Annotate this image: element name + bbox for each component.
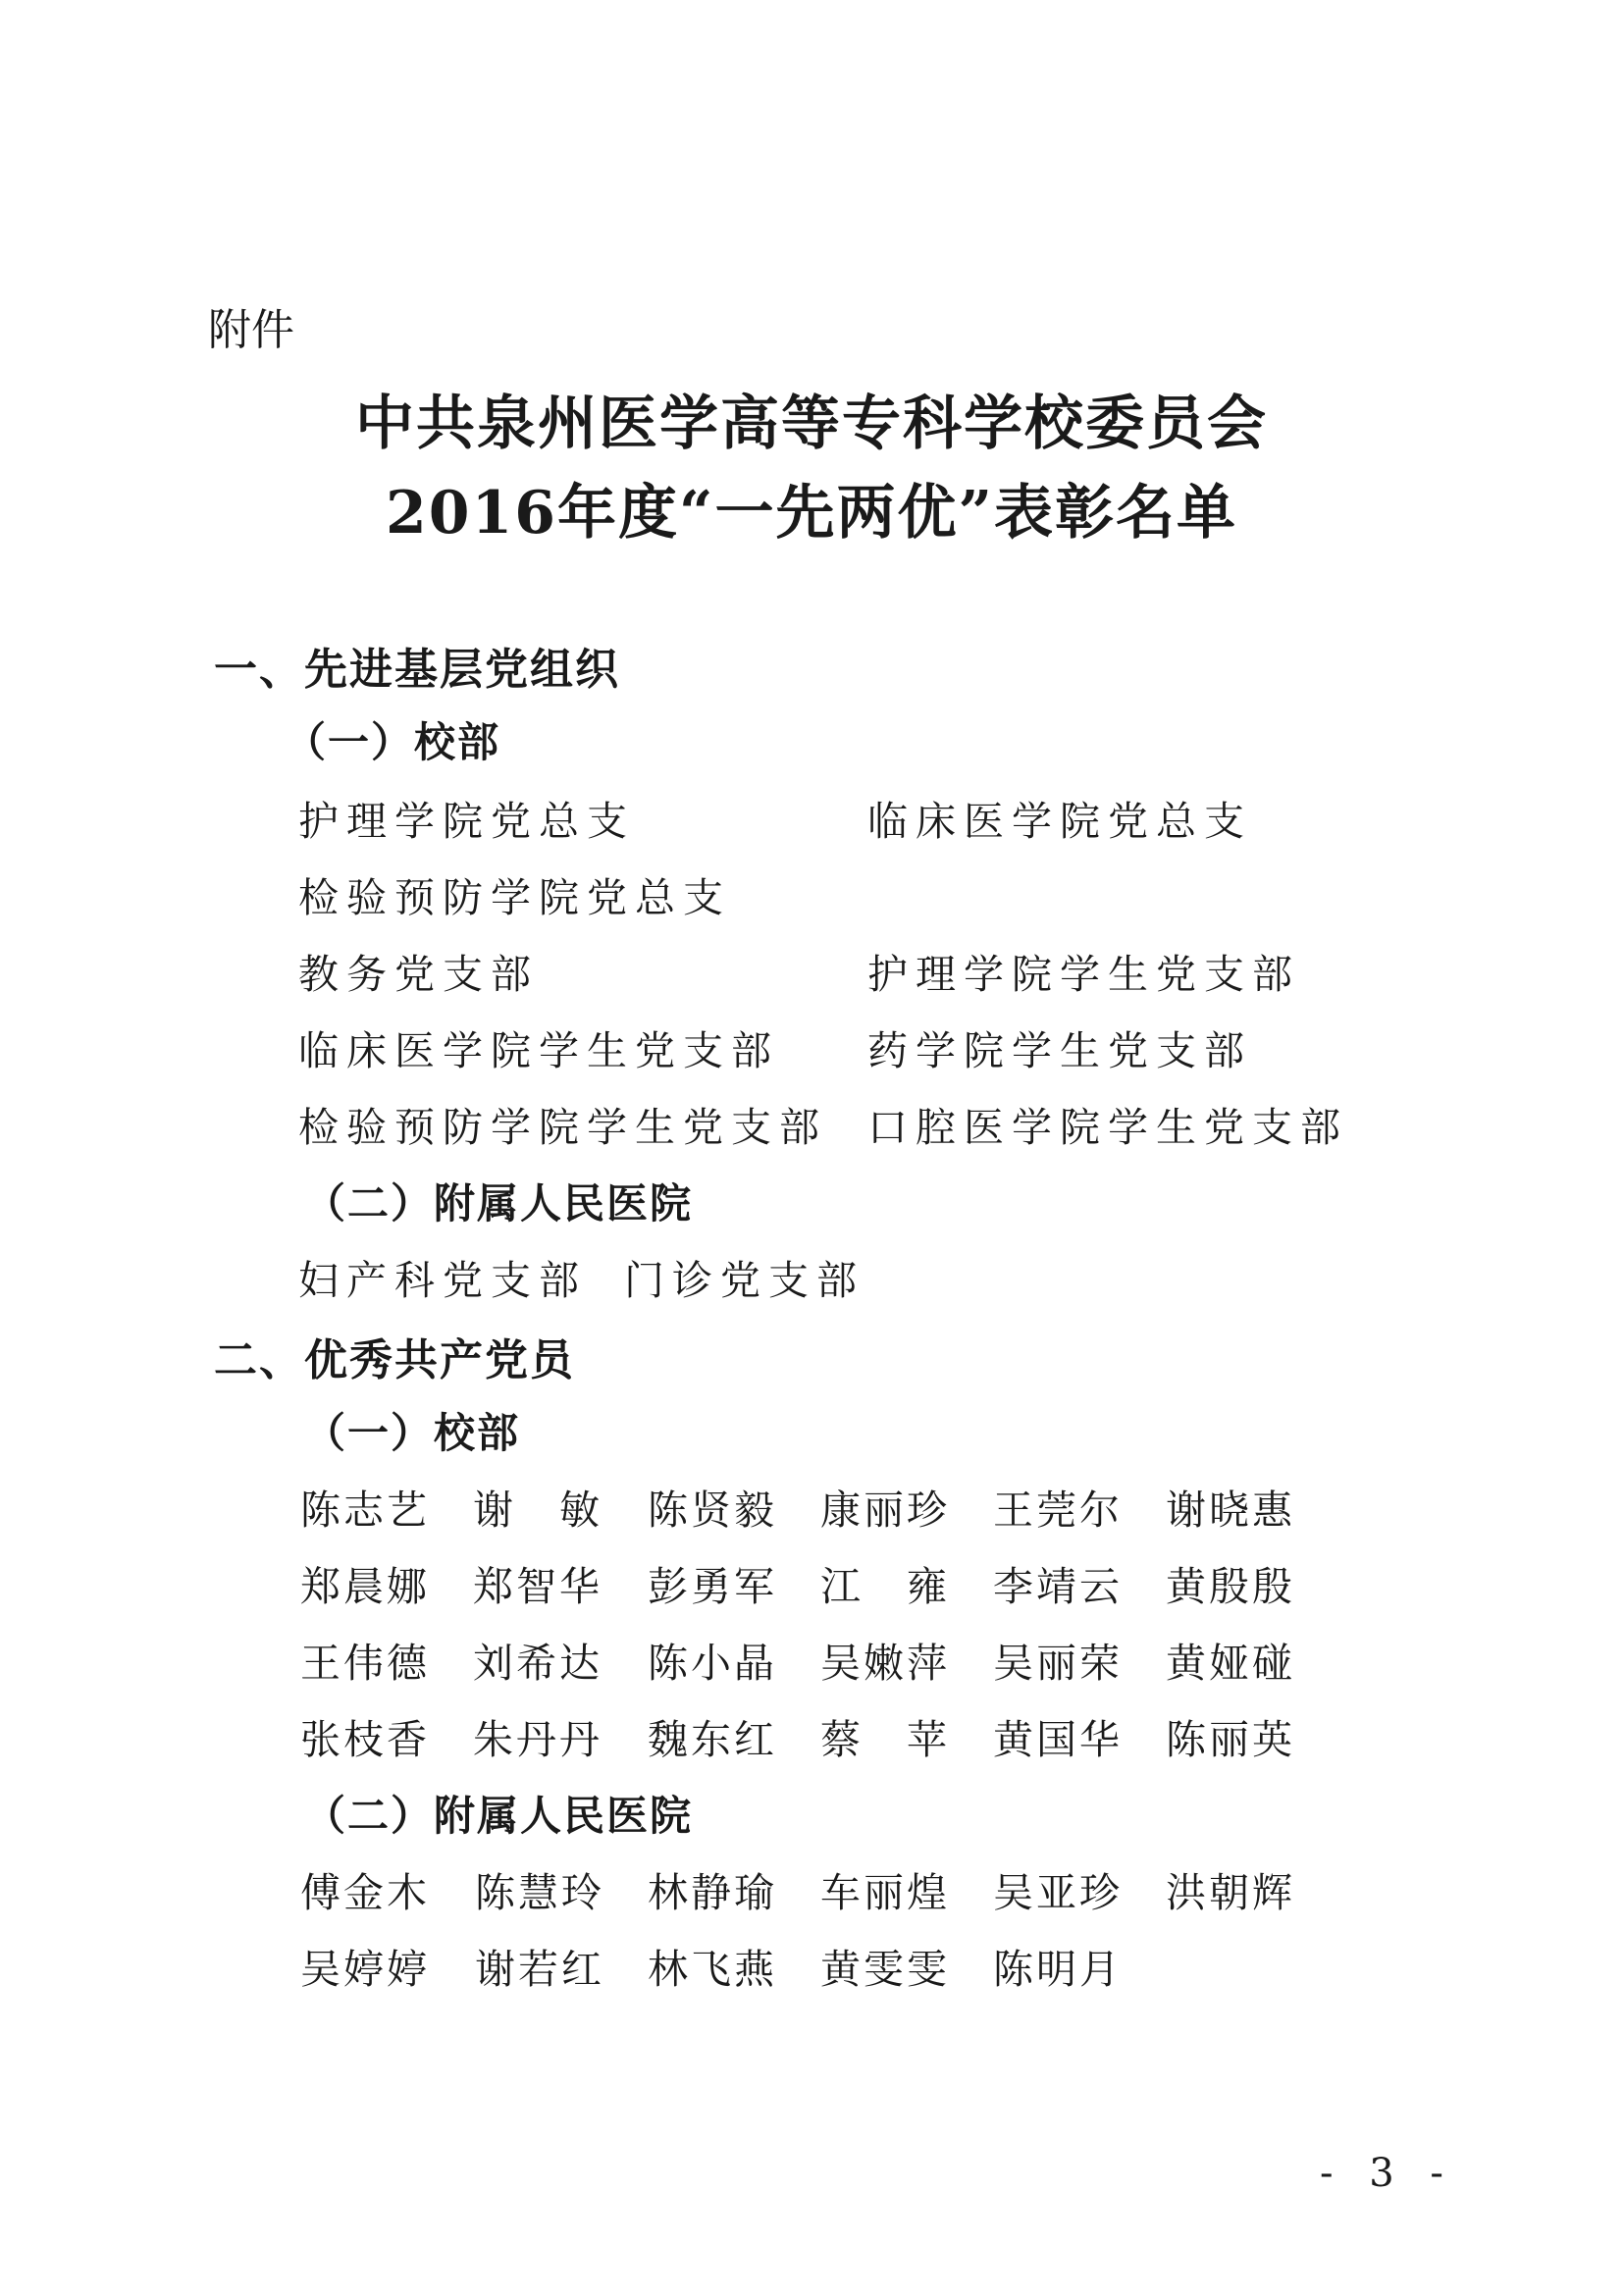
member-name: 谢晓惠 [1166,1487,1295,1534]
org-item: 门诊党支部 [624,1257,864,1304]
section1-heading: 一、先进基层党组织 [214,645,620,695]
member-name: 吴婷婷 [300,1946,430,1993]
member-name: 陈贤毅 [648,1487,777,1534]
section1-sub1-heading: （一）校部 [285,718,501,766]
member-name: 洪朝辉 [1166,1869,1295,1916]
attachment-label: 附件 [208,305,294,355]
member-name: 朱丹丹 [473,1716,602,1763]
member-name: 王莞尔 [993,1487,1123,1534]
org-item: 妇产科党支部 [298,1257,587,1304]
member-name: 吴丽荣 [993,1640,1123,1687]
member-name: 李靖云 [993,1563,1123,1610]
org-item: 临床医学院党总支 [867,798,1252,845]
member-name: 郑智华 [473,1563,602,1610]
org-item: 检验预防学院学生党支部 [298,1104,827,1151]
org-item: 护理学院学生党支部 [867,951,1300,998]
org-item: 口腔医学院学生党支部 [867,1104,1348,1151]
member-name: 康丽珍 [820,1487,950,1534]
member-name: 黄雯雯 [820,1946,950,1993]
member-name: 谢若红 [475,1946,604,1993]
section1-sub2-heading: （二）附属人民医院 [304,1179,694,1227]
section2-sub1-heading: （一）校部 [304,1409,521,1457]
org-item: 药学院学生党支部 [867,1027,1252,1074]
member-name: 吴亚珍 [993,1869,1123,1916]
section2-sub2-heading: （二）附属人民医院 [304,1792,694,1840]
org-item: 护理学院党总支 [298,798,635,845]
member-name: 林静瑜 [648,1869,777,1916]
member-name: 陈明月 [993,1946,1123,1993]
member-name: 陈丽英 [1166,1716,1295,1763]
member-name: 刘希达 [473,1640,602,1687]
member-name: 彭勇军 [648,1563,777,1610]
member-name: 车丽煌 [820,1869,950,1916]
member-name: 吴嫩萍 [820,1640,950,1687]
member-name: 魏东红 [648,1716,777,1763]
member-name: 江 雍 [820,1563,950,1610]
member-name: 林飞燕 [648,1946,777,1993]
org-item: 检验预防学院党总支 [298,874,731,921]
member-name: 傅金木 [300,1869,430,1916]
org-item: 教务党支部 [298,951,539,998]
member-name: 张枝香 [300,1716,430,1763]
member-name: 黄国华 [993,1716,1123,1763]
member-name: 黄殷殷 [1166,1563,1295,1610]
member-name: 谢 敏 [473,1487,602,1534]
org-item: 临床医学院学生党支部 [298,1027,779,1074]
member-name: 陈小晶 [648,1640,777,1687]
member-name: 黄娅碰 [1166,1640,1295,1687]
document-title-line1: 中共泉州医学高等专科学校委员会 [355,390,1268,458]
document-title-line2: 2016年度“一先两优”表彰名单 [385,479,1237,548]
member-name: 陈慧玲 [475,1869,604,1916]
member-name: 蔡 苹 [820,1716,950,1763]
page-number: - 3 - [1320,2151,1455,2196]
section2-heading: 二、优秀共产党员 [214,1335,575,1385]
member-name: 陈志艺 [300,1487,430,1534]
member-name: 王伟德 [300,1640,430,1687]
member-name: 郑晨娜 [300,1563,430,1610]
